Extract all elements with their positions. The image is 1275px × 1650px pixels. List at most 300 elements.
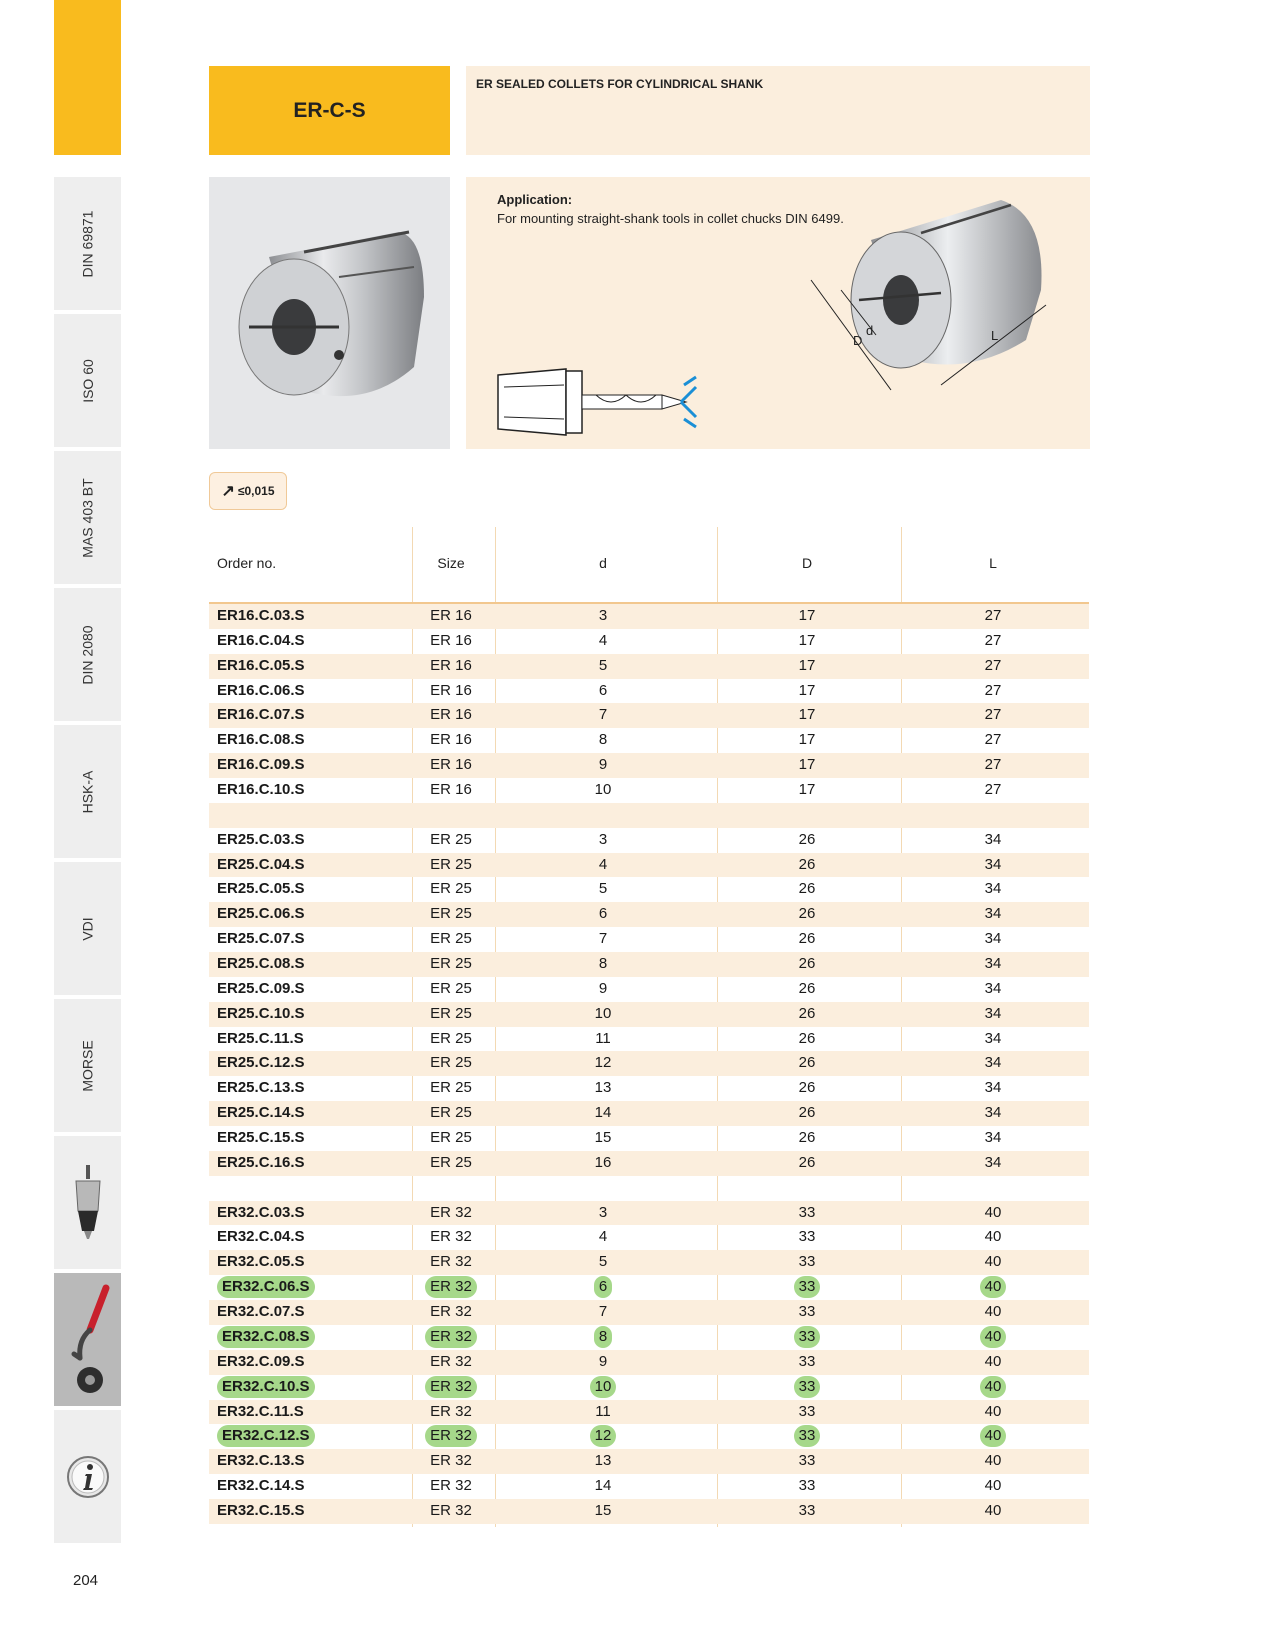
D-cell-text: 17: [798, 681, 816, 699]
table-row[interactable]: [209, 1275, 1089, 1300]
d-cell: [575, 1126, 631, 1151]
order-no-cell: [217, 1151, 305, 1176]
L-cell-text: 40: [984, 1452, 1002, 1470]
size-cell: [417, 1424, 485, 1449]
header-d: d: [599, 555, 607, 571]
D-cell: [779, 1300, 835, 1325]
table-row[interactable]: [209, 703, 1089, 728]
d-cell: [575, 753, 631, 778]
L-cell-text: 40: [984, 1253, 1002, 1271]
D-cell: [779, 977, 835, 1002]
d-cell: [575, 902, 631, 927]
L-cell-text: 34: [984, 930, 1002, 948]
application-text: For mounting straight-shank tools in collet chucks DIN 6499.: [497, 211, 844, 226]
d-cell-text: 9: [598, 756, 608, 774]
table-row[interactable]: [209, 1400, 1089, 1425]
D-cell-text: 26: [798, 1153, 816, 1171]
table-row[interactable]: [209, 1424, 1089, 1449]
sidebar-tab-label: VDI: [79, 916, 96, 941]
order-no-cell-text: ER25.C.15.S: [217, 1129, 305, 1147]
L-cell: [965, 1300, 1021, 1325]
L-cell-text: 27: [984, 706, 1002, 724]
d-cell-text: 10: [594, 1004, 612, 1022]
sidebar-tab-drill-chuck[interactable]: [54, 1136, 121, 1269]
L-cell: [965, 1126, 1021, 1151]
size-cell: [417, 1225, 485, 1250]
D-cell: [779, 1126, 835, 1151]
size-cell-text: ER 25: [430, 1104, 472, 1122]
sidebar-tab-label: MAS 403 BT: [79, 477, 96, 558]
group-spacer-row: [209, 1176, 1089, 1201]
size-cell-text: ER 25: [430, 855, 472, 873]
D-cell: [779, 1225, 835, 1250]
size-cell: [417, 753, 485, 778]
d-cell: [575, 1499, 631, 1524]
size-cell: [417, 1275, 485, 1300]
order-no-cell: [217, 927, 305, 952]
L-cell: [965, 977, 1021, 1002]
order-no-cell-text: ER16.C.09.S: [217, 756, 305, 774]
size-cell-text: ER 16: [430, 656, 472, 674]
size-cell: [417, 1499, 485, 1524]
D-cell: [779, 853, 835, 878]
order-no-cell: [217, 1225, 305, 1250]
D-cell-text: 33: [798, 1402, 816, 1420]
L-cell: [965, 1325, 1021, 1350]
order-no-cell-text: ER32.C.05.S: [217, 1253, 305, 1271]
order-table: [209, 527, 1089, 1524]
D-cell-text: 33: [794, 1425, 821, 1447]
D-cell: [779, 1474, 835, 1499]
product-title: ER-C-S: [209, 66, 450, 155]
table-row[interactable]: [209, 927, 1089, 952]
order-no-cell: [217, 877, 305, 902]
order-no-cell: [217, 1275, 315, 1300]
sidebar-tab-iso-60[interactable]: [54, 314, 121, 447]
order-no-cell: [217, 952, 305, 977]
D-cell: [779, 1499, 835, 1524]
L-cell-text: 40: [984, 1402, 1002, 1420]
dimension-L-label: L: [991, 328, 999, 343]
size-cell: [417, 679, 485, 704]
D-cell-text: 33: [794, 1376, 821, 1398]
table-row[interactable]: [209, 1375, 1089, 1400]
d-cell: [575, 604, 631, 629]
L-cell: [965, 1151, 1021, 1176]
d-cell-text: 13: [594, 1452, 612, 1470]
L-cell-text: 40: [984, 1477, 1002, 1495]
D-cell-text: 33: [794, 1276, 821, 1298]
size-cell: [417, 1151, 485, 1176]
L-cell-text: 27: [984, 781, 1002, 799]
order-no-cell: [217, 1002, 305, 1027]
D-cell: [779, 927, 835, 952]
D-cell: [779, 753, 835, 778]
order-no-cell: [217, 728, 305, 753]
d-cell-text: 5: [598, 1253, 608, 1271]
table-row[interactable]: [209, 877, 1089, 902]
L-cell: [965, 703, 1021, 728]
d-cell-text: 3: [598, 1203, 608, 1221]
D-cell: [779, 1101, 835, 1126]
D-cell-text: 33: [798, 1477, 816, 1495]
L-cell-text: 34: [984, 855, 1002, 873]
size-cell-text: ER 25: [430, 880, 472, 898]
sidebar-tab-label: HSK-A: [79, 770, 96, 813]
L-cell: [965, 629, 1021, 654]
L-cell-text: 34: [984, 1153, 1002, 1171]
d-cell: [575, 952, 631, 977]
d-cell-text: 11: [595, 1402, 611, 1420]
d-cell-text: 14: [594, 1477, 612, 1495]
sidebar-tab-morse[interactable]: [54, 999, 121, 1132]
sidebar-tab-label: ISO 60: [79, 358, 96, 403]
size-cell-text: ER 25: [430, 955, 472, 973]
order-no-cell-text: ER32.C.14.S: [217, 1477, 305, 1495]
collet-drill-drawing: [496, 367, 706, 437]
size-cell: [417, 654, 485, 679]
size-cell: [417, 902, 485, 927]
D-cell-text: 26: [798, 830, 816, 848]
d-cell-text: 6: [598, 905, 608, 923]
d-cell-text: 11: [595, 1029, 611, 1047]
order-no-cell: [217, 629, 305, 654]
L-cell: [965, 1201, 1021, 1226]
table-row[interactable]: [209, 1350, 1089, 1375]
table-row[interactable]: [209, 977, 1089, 1002]
order-no-cell-text: ER16.C.08.S: [217, 731, 305, 749]
D-cell-text: 26: [798, 1029, 816, 1047]
size-cell-text: ER 32: [425, 1376, 477, 1398]
d-cell-text: 4: [598, 631, 608, 649]
D-cell: [779, 1027, 835, 1052]
sidebar-top-accent: [54, 0, 121, 155]
size-cell: [417, 1300, 485, 1325]
d-cell: [575, 1051, 631, 1076]
collet-image-icon: [209, 177, 450, 449]
group-spacer-row: [209, 803, 1089, 828]
table-row[interactable]: [209, 753, 1089, 778]
d-cell-text: 12: [594, 1054, 612, 1072]
sidebar-tab-label: DIN 69871: [79, 210, 96, 277]
table-row[interactable]: [209, 1101, 1089, 1126]
L-cell-text: 34: [984, 979, 1002, 997]
L-cell: [965, 853, 1021, 878]
D-cell-text: 26: [798, 855, 816, 873]
size-cell: [417, 629, 485, 654]
table-row[interactable]: [209, 679, 1089, 704]
order-no-cell-text: ER16.C.07.S: [217, 706, 305, 724]
table-row[interactable]: [209, 1449, 1089, 1474]
size-cell-text: ER 25: [430, 1079, 472, 1097]
order-no-cell: [217, 778, 305, 803]
L-cell: [965, 1499, 1021, 1524]
D-cell: [779, 1449, 835, 1474]
order-no-cell: [217, 1400, 304, 1425]
order-no-cell: [217, 1076, 305, 1101]
d-cell: [575, 728, 631, 753]
order-no-cell: [217, 654, 305, 679]
table-row[interactable]: [209, 728, 1089, 753]
runout-arrow-icon: ↗: [221, 483, 235, 500]
d-cell: [575, 1225, 631, 1250]
d-cell-text: 12: [590, 1425, 617, 1447]
order-no-cell-text: ER32.C.09.S: [217, 1352, 305, 1370]
header-D: D: [801, 555, 813, 571]
L-cell: [965, 1449, 1021, 1474]
size-cell-text: ER 16: [430, 756, 472, 774]
size-cell-text: ER 16: [430, 781, 472, 799]
L-cell: [965, 654, 1021, 679]
order-no-cell-text: ER32.C.13.S: [217, 1452, 305, 1470]
table-row[interactable]: [209, 654, 1089, 679]
L-cell: [965, 1275, 1021, 1300]
size-cell-text: ER 25: [430, 1153, 472, 1171]
size-cell: [417, 1350, 485, 1375]
d-cell: [575, 1151, 631, 1176]
size-cell-text: ER 32: [430, 1253, 472, 1271]
L-cell: [965, 927, 1021, 952]
table-row[interactable]: [209, 902, 1089, 927]
table-row[interactable]: [209, 1151, 1089, 1176]
sidebar-tab-hsk-a[interactable]: [54, 725, 121, 858]
size-cell: [417, 877, 485, 902]
L-cell: [965, 1027, 1021, 1052]
D-cell-text: 26: [798, 955, 816, 973]
size-cell: [417, 1201, 485, 1226]
table-body: [209, 604, 1089, 1524]
size-cell: [417, 604, 485, 629]
D-cell-text: 26: [798, 979, 816, 997]
L-cell-text: 27: [984, 656, 1002, 674]
L-cell-text: 34: [984, 905, 1002, 923]
table-row[interactable]: [209, 952, 1089, 977]
d-cell-text: 3: [598, 607, 608, 624]
L-cell-text: 40: [984, 1228, 1002, 1246]
header-size: Size: [437, 555, 465, 571]
d-cell: [575, 1076, 631, 1101]
size-cell: [417, 952, 485, 977]
table-row[interactable]: [209, 1499, 1089, 1524]
d-cell: [575, 703, 631, 728]
table-row[interactable]: [209, 1300, 1089, 1325]
sidebar-tab-din-2080[interactable]: [54, 588, 121, 721]
order-no-cell-text: ER25.C.03.S: [217, 830, 305, 848]
table-row[interactable]: [209, 1076, 1089, 1101]
size-cell: [417, 1027, 485, 1052]
size-cell: [417, 1076, 485, 1101]
L-cell-text: 34: [984, 830, 1002, 848]
L-cell-text: 34: [984, 1004, 1002, 1022]
D-cell: [779, 902, 835, 927]
L-cell-text: 34: [984, 880, 1002, 898]
D-cell: [779, 1424, 835, 1449]
order-no-cell: [217, 1449, 305, 1474]
size-cell-text: ER 32: [430, 1452, 472, 1470]
size-cell-text: ER 32: [425, 1276, 477, 1298]
order-no-cell-text: ER25.C.06.S: [217, 905, 305, 923]
D-cell-text: 33: [794, 1326, 821, 1348]
L-cell: [965, 902, 1021, 927]
d-cell-text: 9: [598, 1352, 608, 1370]
table-row[interactable]: [209, 1250, 1089, 1275]
order-no-cell-text: ER16.C.06.S: [217, 681, 305, 699]
L-cell-text: 34: [984, 1129, 1002, 1147]
table-row[interactable]: [209, 828, 1089, 853]
L-cell: [965, 604, 1021, 629]
D-cell-text: 26: [798, 880, 816, 898]
page-number: 204: [73, 1572, 99, 1589]
d-cell: [575, 654, 631, 679]
d-cell: [575, 1002, 631, 1027]
order-no-cell: [217, 1051, 305, 1076]
L-cell: [965, 1375, 1021, 1400]
sidebar-tab-label: DIN 2080: [79, 624, 96, 685]
application-box: [466, 177, 1090, 449]
d-cell: [575, 1101, 631, 1126]
table-row[interactable]: [209, 604, 1089, 629]
dimension-D-label: D: [853, 333, 863, 348]
size-cell-text: ER 16: [430, 607, 472, 624]
L-cell-text: 40: [984, 1203, 1002, 1221]
sidebar-tab-wrench-nut[interactable]: [54, 1273, 121, 1406]
D-cell: [779, 703, 835, 728]
L-cell-text: 27: [984, 731, 1002, 749]
d-cell: [575, 1424, 631, 1449]
order-no-cell: [217, 1250, 305, 1275]
D-cell-text: 26: [798, 930, 816, 948]
D-cell: [779, 1002, 835, 1027]
d-cell: [575, 1400, 631, 1425]
L-cell-text: 27: [984, 756, 1002, 774]
size-cell-text: ER 16: [430, 681, 472, 699]
table-row[interactable]: [209, 1002, 1089, 1027]
table-row[interactable]: [209, 1325, 1089, 1350]
L-cell: [965, 1400, 1021, 1425]
product-description: ER SEALED COLLETS FOR CYLINDRICAL SHANK: [476, 77, 764, 91]
D-cell-text: 17: [798, 607, 816, 624]
d-cell-text: 10: [590, 1376, 617, 1398]
drill-chuck-icon: [68, 1163, 108, 1243]
table-row[interactable]: [209, 1051, 1089, 1076]
order-no-cell: [217, 753, 305, 778]
order-no-cell-text: ER25.C.12.S: [217, 1054, 305, 1072]
table-row[interactable]: [209, 853, 1089, 878]
table-row[interactable]: [209, 1027, 1089, 1052]
wrench-nut-icon: [60, 1280, 116, 1400]
D-cell: [779, 1400, 835, 1425]
order-no-cell-text: ER25.C.07.S: [217, 930, 305, 948]
d-cell-text: 7: [598, 930, 608, 948]
size-cell-text: ER 32: [430, 1203, 472, 1221]
size-cell-text: ER 16: [430, 731, 472, 749]
L-cell-text: 27: [984, 681, 1002, 699]
table-row[interactable]: [209, 629, 1089, 654]
size-cell-text: ER 25: [430, 1029, 472, 1047]
L-cell: [965, 1225, 1021, 1250]
order-no-cell: [217, 902, 305, 927]
D-cell-text: 17: [798, 631, 816, 649]
size-cell-text: ER 25: [430, 1004, 472, 1022]
sidebar-tab-din-69871[interactable]: [54, 177, 121, 310]
header-order-no: Order no.: [217, 555, 277, 571]
sidebar-tab-mas-403-bt[interactable]: [54, 451, 121, 584]
D-cell-text: 26: [798, 905, 816, 923]
d-cell-text: 14: [594, 1104, 612, 1122]
table-row[interactable]: [209, 1201, 1089, 1226]
L-cell: [965, 1350, 1021, 1375]
L-cell-text: 34: [984, 955, 1002, 973]
order-no-cell-text: ER32.C.07.S: [217, 1303, 305, 1321]
size-cell-text: ER 32: [430, 1402, 472, 1420]
table-row[interactable]: [209, 1126, 1089, 1151]
size-cell: [417, 1051, 485, 1076]
table-row[interactable]: [209, 1474, 1089, 1499]
D-cell: [779, 778, 835, 803]
order-no-cell: [217, 1350, 305, 1375]
L-cell: [965, 952, 1021, 977]
order-no-cell: [217, 853, 305, 878]
L-cell-text: 40: [980, 1326, 1007, 1348]
size-cell: [417, 703, 485, 728]
d-cell-text: 8: [598, 955, 608, 973]
order-no-cell: [217, 1027, 304, 1052]
order-no-cell-text: ER25.C.14.S: [217, 1104, 305, 1122]
D-cell-text: 26: [798, 1079, 816, 1097]
size-cell: [417, 927, 485, 952]
table-row[interactable]: [209, 778, 1089, 803]
d-cell: [575, 1027, 631, 1052]
d-cell: [575, 1375, 631, 1400]
order-no-cell-text: ER25.C.13.S: [217, 1079, 305, 1097]
D-cell-text: 33: [798, 1452, 816, 1470]
d-cell-text: 6: [598, 681, 608, 699]
order-no-cell-text: ER25.C.10.S: [217, 1004, 305, 1022]
L-cell-text: 40: [980, 1425, 1007, 1447]
order-no-cell: [217, 1375, 315, 1400]
D-cell: [779, 1250, 835, 1275]
D-cell-text: 17: [798, 706, 816, 724]
L-cell: [965, 679, 1021, 704]
L-cell-text: 40: [984, 1303, 1002, 1321]
size-cell-text: ER 25: [430, 905, 472, 923]
size-cell: [417, 778, 485, 803]
D-cell: [779, 1201, 835, 1226]
D-cell: [779, 1051, 835, 1076]
size-cell-text: ER 32: [425, 1425, 477, 1447]
runout-value: ≤0,015: [237, 484, 275, 498]
sidebar-tab-info[interactable]: [54, 1410, 121, 1543]
D-cell-text: 33: [798, 1203, 816, 1221]
sidebar-tab-label: MORSE: [79, 1039, 96, 1092]
L-cell: [965, 753, 1021, 778]
order-no-cell: [217, 1126, 305, 1151]
d-cell: [575, 853, 631, 878]
d-cell: [575, 1449, 631, 1474]
order-no-cell-text: ER25.C.09.S: [217, 979, 305, 997]
order-no-cell-text: ER32.C.03.S: [217, 1203, 305, 1221]
d-cell-text: 8: [598, 731, 608, 749]
D-cell: [779, 728, 835, 753]
sidebar-tab-vdi[interactable]: [54, 862, 121, 995]
order-no-cell-text: ER25.C.16.S: [217, 1153, 305, 1171]
d-cell-text: 16: [594, 1153, 612, 1171]
order-no-cell-text: ER32.C.15.S: [217, 1501, 305, 1519]
d-cell: [575, 877, 631, 902]
D-cell-text: 26: [798, 1054, 816, 1072]
table-row[interactable]: [209, 1225, 1089, 1250]
L-cell: [965, 1250, 1021, 1275]
